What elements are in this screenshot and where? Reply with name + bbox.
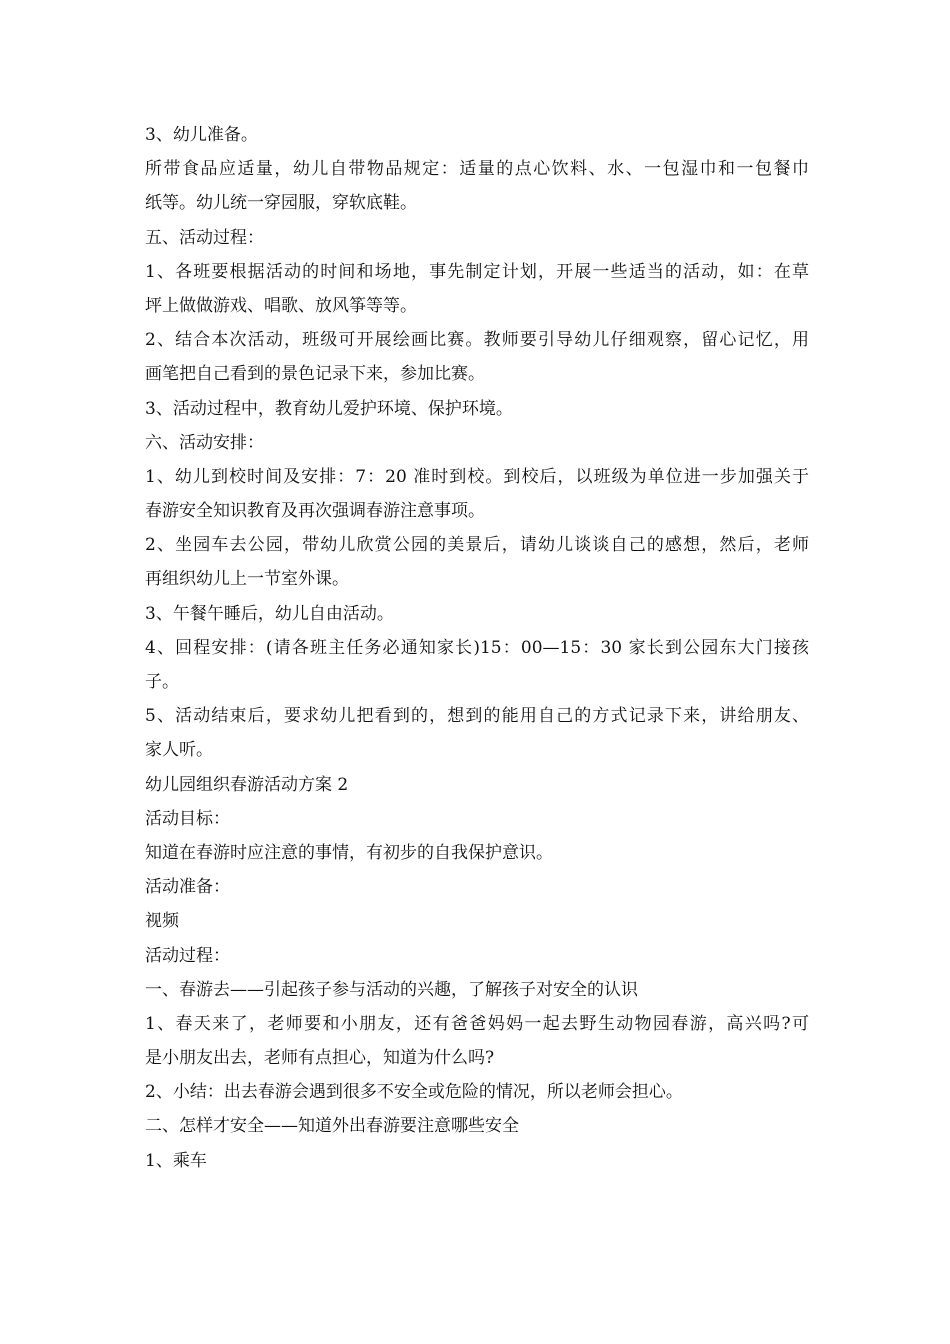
text-line: 画笔把自己看到的景色记录下来，参加比赛。 — [145, 364, 485, 385]
text-line: 知道在春游时应注意的事情，有初步的自我保护意识。 — [145, 842, 553, 863]
text-line: 再组织幼儿上一节室外课。 — [145, 569, 349, 590]
text-line: 家人听。 — [145, 740, 213, 761]
section-heading: 活动目标： — [145, 808, 230, 829]
text-line: 坪上做做游戏、唱歌、放风筝等等。 — [145, 295, 417, 316]
text-line: 3、幼儿准备。 — [145, 125, 258, 145]
section-heading: 活动过程： — [145, 945, 230, 966]
document-page — [145, 118, 809, 1178]
text-line: 1、乘车 — [145, 1150, 207, 1171]
section-heading: 活动准备： — [145, 877, 230, 898]
text-line: 1、各班要根据活动的时间和场地，事先制定计划，开展一些适当的活动，如：在草 — [145, 261, 809, 282]
text-line: 2、坐园车去公园，带幼儿欣赏公园的美景后，请幼儿谈谈自己的感想，然后，老师 — [145, 535, 809, 556]
text-line: 1、春天来了，老师要和小朋友，还有爸爸妈妈一起去野生动物园春游，高兴吗?可 — [145, 1013, 809, 1034]
section-heading: 六、活动安排： — [145, 432, 264, 453]
text-line: 所带食品应适量，幼儿自带物品规定：适量的点心饮料、水、一包湿巾和一包餐巾 — [145, 159, 809, 180]
text-line: 2、结合本次活动，班级可开展绘画比赛。教师要引导幼儿仔细观察，留心记忆，用 — [145, 330, 809, 351]
section-heading: 二、怎样才安全——知道外出春游要注意哪些安全 — [145, 1116, 519, 1137]
text-line: 3、活动过程中，教育幼儿爱护环境、保护环境。 — [145, 398, 513, 419]
text-line: 1、幼儿到校时间及安排：7：20 准时到校。到校后，以班级为单位进一步加强关于 — [145, 466, 809, 487]
text-line: 2、小结：出去春游会遇到很多不安全或危险的情况，所以老师会担心。 — [145, 1082, 683, 1103]
text-line: 4、回程安排：(请各班主任务必通知家长)15：00—15：30 家长到公园东大门接孩 — [145, 637, 809, 658]
document-subtitle: 幼儿园组织春游活动方案 2 — [145, 774, 349, 795]
text-line: 3、午餐午睡后，幼儿自由活动。 — [145, 603, 394, 624]
section-heading: 五、活动过程： — [145, 227, 264, 248]
text-line: 5、活动结束后，要求幼儿把看到的，想到的能用自己的方式记录下来，讲给朋友、 — [145, 706, 809, 727]
text-line: 纸等。幼儿统一穿园服，穿软底鞋。 — [145, 193, 417, 214]
section-heading: 一、春游去——引起孩子参与活动的兴趣，了解孩子对安全的认识 — [145, 979, 638, 1000]
text-line: 是小朋友出去，老师有点担心，知道为什么吗? — [145, 1048, 495, 1069]
text-line: 视频 — [145, 911, 179, 932]
text-line: 春游安全知识教育及再次强调春游注意事项。 — [145, 501, 485, 522]
text-line: 子。 — [145, 672, 179, 692]
